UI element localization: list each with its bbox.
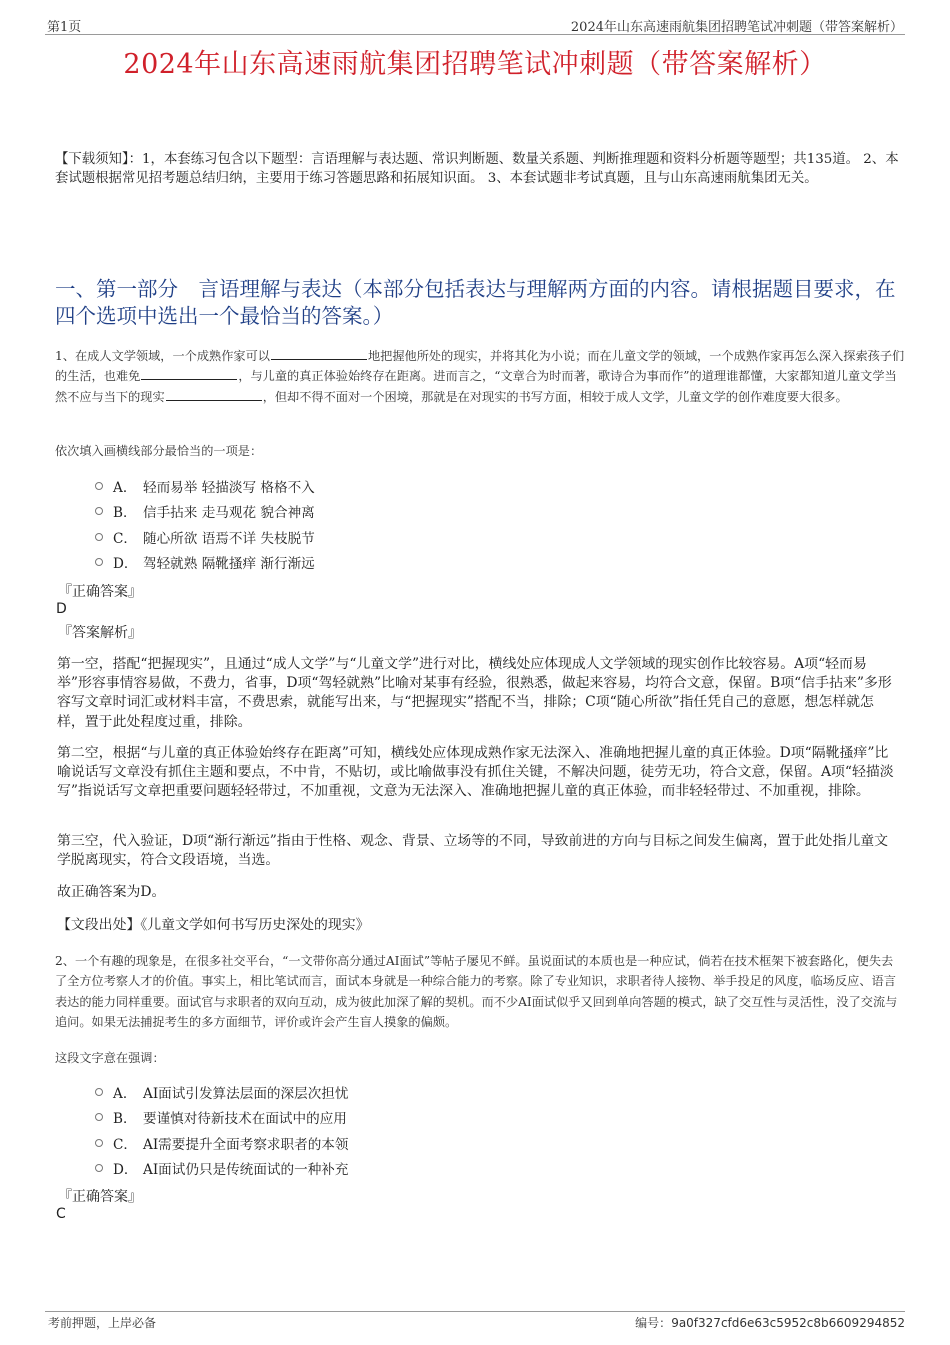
option-letter: B．: [113, 1111, 137, 1128]
q1-text-part: ，但却不得不面对一个困境，那就是在对现实的书写方面，相较于成人文学，儿童文学的创作难度要大很多。: [262, 389, 848, 404]
analysis-paragraph-3: 第三空，代入验证，D项“渐行渐远”指由于性格、观念、背景、立场等的不同，导致前进的方向与目标之间发生偏离，置于此处指儿童文学脱离现实，符合文段语境，当选。: [57, 833, 889, 869]
page-header: [45, 14, 905, 35]
question-2-stem: 2、一个有趣的现象是，在很多社交平台，“一文带你高分通过AI面试”等帖子屡见不鲜。虽说面试的本质也是一种应试，倘若在技术框架下被套路化，便失去了全方位考察人才的价值。事实上，相比笔试而言，面试本身就是一种综合能力的考察。除了专业知识，求职者待人接物、举手投足的风度，临场反应、语言表达的能力同样重要。面试官与求职者的双向互动，成为彼此加深了解的契机。而不少AI面试似乎又回到单向答题的模式，缺了交互性与灵活性，没了交流与追问。如果无法捕捉考生的多方面细节，评价或许会产生盲人摸象的偏颇。: [55, 954, 898, 1029]
option-letter: D．: [113, 556, 138, 573]
option-letter: C．: [113, 530, 137, 547]
question-2-options: [95, 1079, 349, 1181]
option-letter: B．: [113, 505, 137, 522]
analysis-paragraph-2: 第二空，根据“与儿童的真正体验始终存在距离”可知，横线处应体现成熟作家无法深入、准确地把握儿童的真正体验。D项“隔靴搔痒”比喻说话写文章没有抓住主题和要点，不中肯，不贴切，或比喻做事没有抓住关键，不解决问题，徒劳无功，符合文意，保留。A项“轻描淡写”指说话写文章把重要问题轻轻带过，不加重视，文意为无法深入、准确地把握儿童的真正体验，而非轻轻带过、不加重视，排除。: [57, 745, 894, 800]
fill-blank: [141, 367, 237, 380]
option-b[interactable]: [95, 1105, 349, 1131]
q1-text-part: 1、在成人文学领域，一个成熟作家可以: [55, 349, 270, 363]
option-letter: A．: [113, 479, 137, 496]
fill-blank: [166, 388, 262, 401]
radio-icon[interactable]: [95, 1139, 103, 1147]
option-a[interactable]: [95, 1079, 349, 1105]
option-text: 轻而易举 轻描淡写 格格不入: [143, 479, 315, 496]
option-text: AI面试引发算法层面的深层次担忧: [143, 1085, 349, 1102]
radio-icon[interactable]: [95, 1164, 103, 1172]
option-letter: A．: [113, 1085, 137, 1102]
option-letter: C．: [113, 1136, 137, 1153]
fill-blank: [271, 347, 367, 360]
option-c[interactable]: [95, 1130, 349, 1156]
option-text: 驾轻就熟 隔靴搔痒 渐行渐远: [143, 556, 315, 573]
option-b[interactable]: [95, 499, 315, 525]
radio-icon[interactable]: [95, 1113, 103, 1121]
footer-slogan: 考前押题，上岸必备: [48, 1316, 157, 1330]
analysis-paragraph-1: 第一空，搭配“把握现实”，且通过“成人文学”与“儿童文学”进行对比，横线处应体现成人文学领域的现实创作比较容易。A项“轻而易举”形容事情容易做，不费力，省事，D项“驾轻就熟”比喻对某事有经验，很熟悉，做起来容易，均符合文意，保留。B项“信手拈来”多形容写文章时词汇或材料丰富，不费思索，就能写出来，与“把握现实”搭配不当，排除；C项“随心所欲”指任凭自己的意愿，想怎样就怎样，置于此处程度过重，排除。: [57, 656, 892, 730]
code-value: 9a0f327cfd6e63c5952c8b6609294852: [671, 1316, 905, 1330]
radio-icon[interactable]: [95, 533, 103, 541]
correct-answer-label: 『正确答案』: [58, 1189, 142, 1205]
question-1-stem: [55, 346, 905, 407]
code-label: 编号：: [635, 1316, 672, 1330]
question-2-prompt: 这段文字意在强调：: [55, 1051, 165, 1065]
option-text: AI面试仍只是传统面试的一种补充: [143, 1162, 349, 1179]
question-1-prompt: 依次填入画横线部分最恰当的一项是：: [55, 444, 263, 458]
download-notice: 【下载须知】：1，本套练习包含以下题型：言语理解与表达题、常识判断题、数量关系题、判断推理题和资料分析题等题型；共135道。 2、本套试题根据常见招考题总结归纳，主要用于练习答题思路和拓展知识面。 3、本套试题非考试真题，且与山东高速雨航集团无关。: [55, 152, 899, 186]
question-1-options: [95, 473, 315, 575]
radio-icon[interactable]: [95, 1088, 103, 1096]
option-c[interactable]: [95, 524, 315, 550]
option-text: 要谨慎对待新技术在面试中的应用: [143, 1111, 347, 1128]
page-number: 第1页: [47, 20, 82, 35]
option-d[interactable]: [95, 1156, 349, 1182]
option-a[interactable]: [95, 473, 315, 499]
analysis-conclusion: 故正确答案为D。: [57, 884, 166, 900]
correct-answer: C: [56, 1206, 66, 1222]
header-doc-title: 2024年山东高速雨航集团招聘笔试冲刺题（带答案解析）: [570, 20, 903, 35]
option-d[interactable]: [95, 550, 315, 576]
option-text: 随心所欲 语焉不详 失枝脱节: [143, 530, 315, 547]
q1-text-part: 地把握他所处的现实，并将其化为小说；而在儿童文学的领域，一个成熟作家再怎么深入探索孩子们的生活，也难免: [55, 349, 905, 384]
option-letter: D．: [113, 1162, 138, 1179]
correct-answer: D: [56, 601, 67, 617]
radio-icon[interactable]: [95, 507, 103, 515]
document-title: 2024年山东高速雨航集团招聘笔试冲刺题（带答案解析）: [123, 49, 827, 80]
q1-text-part: ，与儿童的真正体验始终存在距离。进而言之，“文章合为时而著，歌诗合为事而作”的道理谁都懂，大家都知道儿童文学当然不应与当下的现实: [55, 369, 897, 404]
section-title: 一、第一部分 言语理解与表达（本部分包括表达与理解两方面的内容。请根据题目要求，在四个选项中选出一个最恰当的答案。）: [55, 277, 896, 328]
radio-icon[interactable]: [95, 558, 103, 566]
analysis-label: 『答案解析』: [58, 625, 142, 641]
option-text: AI需要提升全面考察求职者的本领: [143, 1136, 349, 1153]
radio-icon[interactable]: [95, 482, 103, 490]
passage-source: 【文段出处】《儿童文学如何书写历史深处的现实》: [57, 917, 370, 933]
footer-code: [635, 1314, 905, 1331]
option-text: 信手拈来 走马观花 貌合神离: [143, 505, 315, 522]
correct-answer-label: 『正确答案』: [58, 584, 142, 600]
footer-divider: [45, 1311, 905, 1312]
